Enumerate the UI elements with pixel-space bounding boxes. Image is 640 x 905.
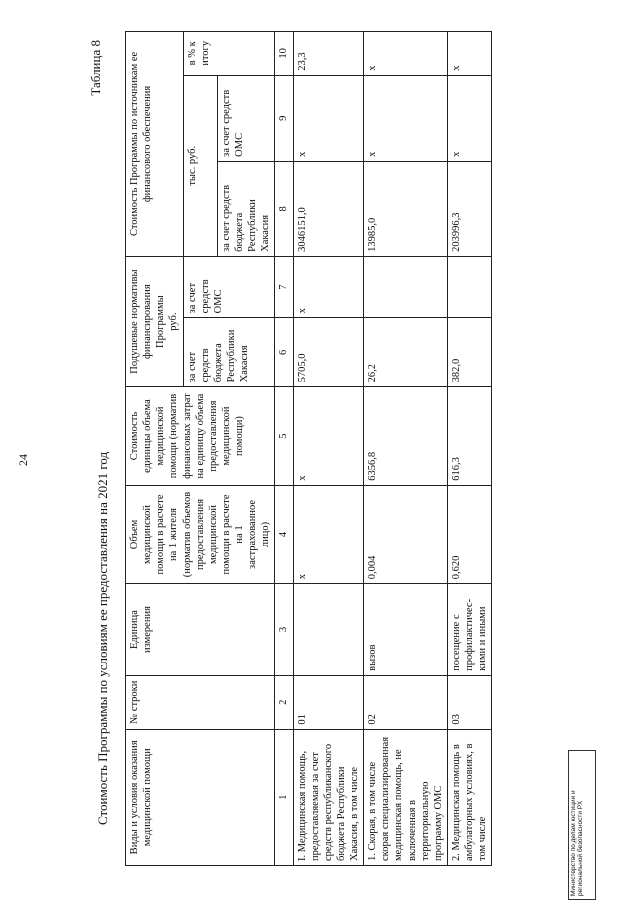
- column-number: 1: [275, 729, 293, 865]
- column-number: 2: [275, 675, 293, 729]
- row-pc-budget: 382,0: [447, 318, 491, 387]
- table-row: [364, 32, 448, 866]
- row-percent: 23,3: [293, 32, 364, 76]
- row-cost-oms: x: [447, 75, 491, 161]
- header-col-2: № строки: [126, 675, 275, 729]
- column-number: 8: [275, 161, 293, 256]
- row-pc-oms: [364, 256, 448, 318]
- header-col-4: Объем медицинской помощи в расчете на 1 жителя (норматив объемов предоставления медицинской помощи в расчете на 1 застрахованное лицо): [126, 485, 275, 583]
- table-row: [447, 32, 491, 866]
- header-cost-group: Стоимость Программы по источникам ее финансового обеспечения: [126, 32, 184, 257]
- header-cost-oms: за счет средств ОМС: [217, 75, 275, 161]
- header-col-1: Виды и условия оказания медицинской помощи: [126, 729, 275, 865]
- document-title: Стоимость Программы по условиям ее предоставления на 2021 год: [95, 451, 110, 825]
- header-row: [126, 32, 184, 866]
- header-cost-budget: за счет средств бюджета Республики Хакасия: [217, 161, 275, 256]
- column-number: 6: [275, 318, 293, 387]
- row-pc-oms: [447, 256, 491, 318]
- row-volume: 0,004: [364, 485, 448, 583]
- column-number: 5: [275, 387, 293, 485]
- row-cost-budget: 13985,0: [364, 161, 448, 256]
- column-number: 4: [275, 485, 293, 583]
- row-name: 2. Медицинская помощь в амбулаторных условиях, в том числе: [447, 729, 491, 865]
- row-num: 02: [364, 675, 448, 729]
- row-unit: посещение с профилактичес- кими и иными: [447, 584, 491, 676]
- row-unit-cost: 6356,8: [364, 387, 448, 485]
- cost-table: [125, 31, 492, 866]
- row-pc-oms: x: [293, 256, 364, 318]
- column-number-row: [275, 32, 293, 866]
- row-pc-budget: 26,2: [364, 318, 448, 387]
- row-cost-budget: 3046151,0: [293, 161, 364, 256]
- header-per-capita-group: [126, 256, 184, 386]
- header-col-3: Единица измерения: [126, 584, 275, 676]
- column-number: 10: [275, 32, 293, 76]
- column-number: 3: [275, 584, 293, 676]
- table-caption: Таблица 8: [88, 40, 103, 96]
- column-number: 9: [275, 75, 293, 161]
- row-cost-oms: x: [293, 75, 364, 161]
- row-volume: 0,620: [447, 485, 491, 583]
- row-cost-budget: 203996,3: [447, 161, 491, 256]
- per-capita-title: Подушевые нормативы финансирования Программы: [129, 269, 167, 374]
- header-col-5: Стоимость единицы объема медицинской помощи (норматив финансовых затрат на единицу объема предоставления медицинской помощи): [126, 387, 275, 485]
- row-unit-cost: x: [293, 387, 364, 485]
- row-percent: x: [364, 32, 448, 76]
- header-pc-oms: за счет средств ОМС: [183, 256, 275, 318]
- row-num: 01: [293, 675, 364, 729]
- column-number: 7: [275, 256, 293, 318]
- row-percent: x: [447, 32, 491, 76]
- row-name: 1. Скорая, в том числе скорая специализированная медицинская помощь, не включенная в территориальную программу ОМС: [364, 729, 448, 865]
- header-percent: в % к итогу: [183, 32, 275, 76]
- table-row: [293, 32, 364, 866]
- registration-stamp: Министерство по делам юстиции и региональной безопасности РХ: [568, 750, 596, 900]
- row-name: I. Медицинская помощь, предоставляемая за счет средств республиканского бюджета Республики Хакасия, в том числе: [293, 729, 364, 865]
- header-pc-budget: за счет средств бюджета Республики Хакасия: [183, 318, 275, 387]
- row-pc-budget: 5705,0: [293, 318, 364, 387]
- row-unit-cost: 616,3: [447, 387, 491, 485]
- row-num: 03: [447, 675, 491, 729]
- row-volume: x: [293, 485, 364, 583]
- row-unit: вызов: [364, 584, 448, 676]
- row-unit: [293, 584, 364, 676]
- header-cost-unit: тыс. руб.: [183, 75, 217, 256]
- row-cost-oms: x: [364, 75, 448, 161]
- page-number: 24: [16, 454, 30, 466]
- per-capita-unit: руб.: [168, 312, 180, 331]
